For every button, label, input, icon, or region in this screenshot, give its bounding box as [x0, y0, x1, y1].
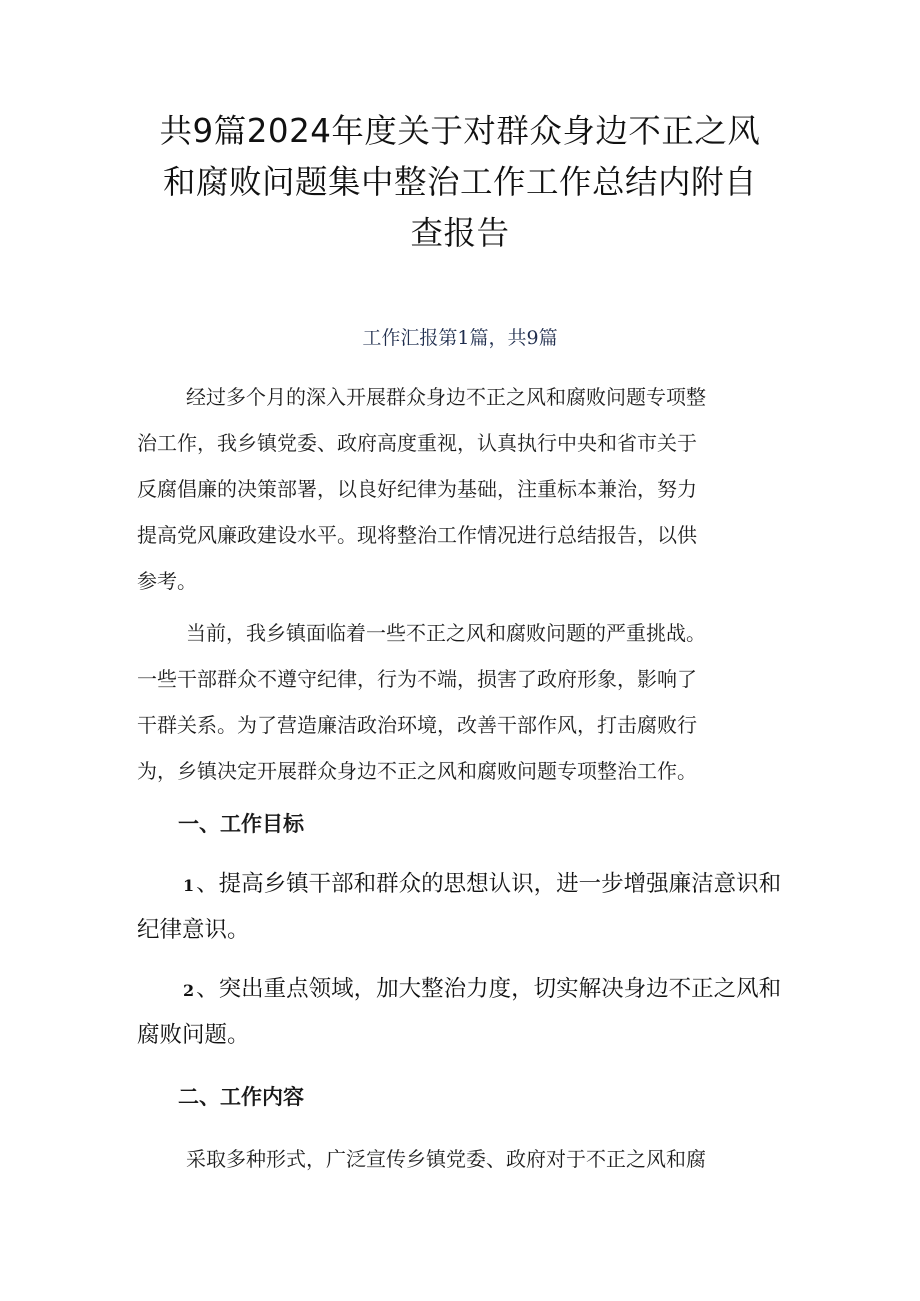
section-heading-content: 二、工作内容: [178, 1086, 304, 1109]
content-paragraph: [137, 1136, 797, 1182]
paragraph-line: 反腐倡廉的决策部署，以良好纪律为基础，注重标本兼治，努力: [137, 477, 697, 501]
intro-paragraph: [137, 374, 797, 604]
section-heading-goals: 一、工作目标: [178, 813, 304, 836]
paragraph-line: 提高党风廉政建设水平。现将整治工作情况进行总结报告，以供: [137, 523, 697, 547]
goal-line: [137, 861, 797, 907]
goal-text: 、提高乡镇干部和群众的思想认识，进一步增强廉洁意识和: [196, 871, 782, 896]
title-line: 共9篇2024年度关于对群众身边不正之风: [159, 112, 761, 150]
paragraph-line: 参考。: [137, 569, 197, 593]
paragraph-line: 治工作，我乡镇党委、政府高度重视，认真执行中央和省市关于: [137, 431, 697, 455]
paragraph-line: 为，乡镇决定开展群众身边不正之风和腐败问题专项整治工作。: [137, 759, 697, 783]
paragraph-line: 经过多个月的深入开展群众身边不正之风和腐败问题专项整: [186, 385, 706, 409]
paragraph-line: 干群关系。为了营造廉洁政治环境，改善干部作风，打击腐败行: [137, 713, 697, 737]
report-subtitle: 工作汇报第1篇，共9篇: [362, 327, 558, 349]
goal-line: 纪律意识。: [137, 917, 250, 942]
goal-item-2: [137, 966, 797, 1058]
goal-item-1: [137, 861, 797, 953]
paragraph-line: 采取多种形式，广泛宣传乡镇党委、政府对于不正之风和腐: [186, 1147, 706, 1171]
goal-number: 2: [183, 981, 195, 1000]
goal-line: [137, 966, 797, 1012]
goal-text: 、突出重点领域，加大整治力度，切实解决身边不正之风和: [196, 976, 782, 1001]
title-line: 查报告: [410, 214, 510, 252]
goal-number: 1: [183, 876, 195, 895]
title-line: 和腐败问题集中整治工作工作总结内附自: [162, 163, 757, 201]
background-paragraph: [137, 610, 797, 794]
paragraph-line: 一些干部群众不遵守纪律，行为不端，损害了政府形象，影响了: [137, 667, 697, 691]
document-title: [130, 106, 790, 259]
goal-line: 腐败问题。: [137, 1022, 250, 1047]
paragraph-line: 当前，我乡镇面临着一些不正之风和腐败问题的严重挑战。: [186, 621, 706, 645]
